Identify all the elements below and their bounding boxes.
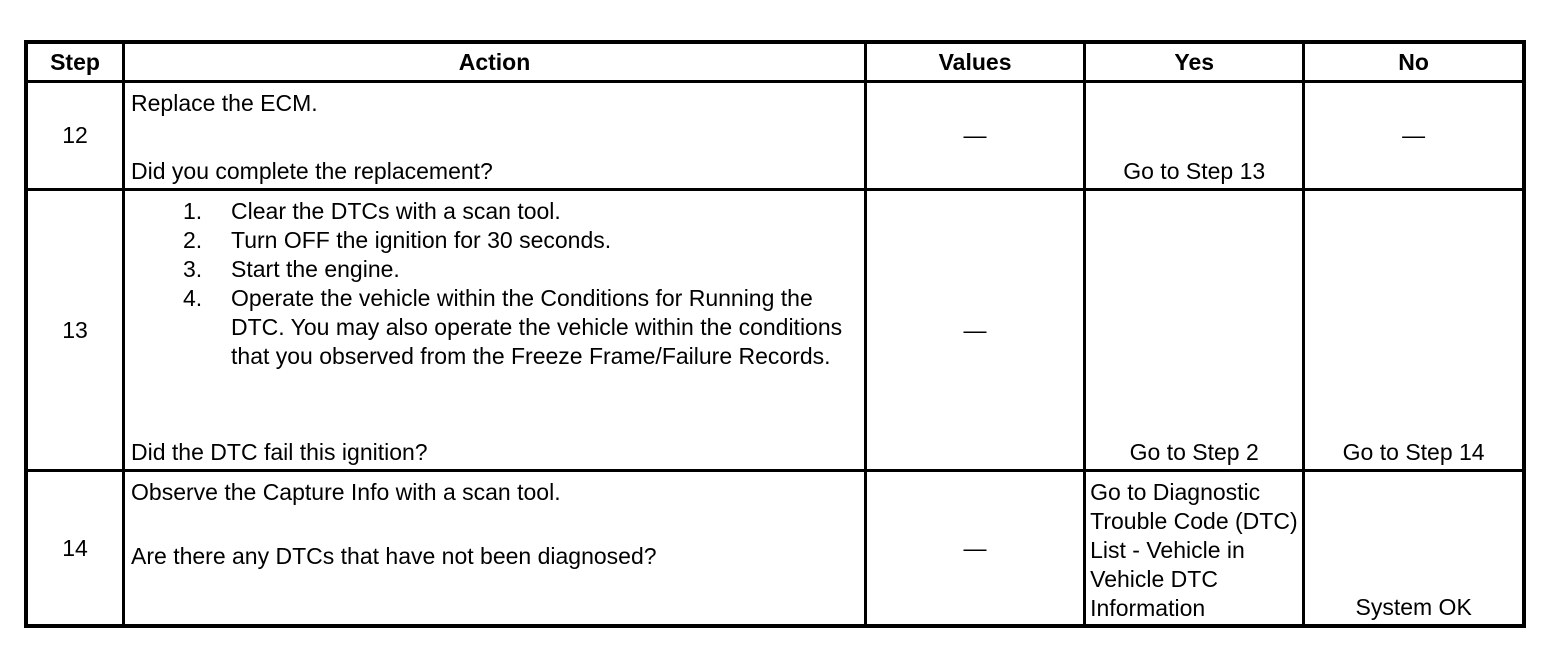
list-item xyxy=(131,255,851,284)
list-item xyxy=(131,197,851,226)
no-result: System OK xyxy=(1355,594,1472,620)
list-item xyxy=(131,226,851,255)
table-row-step-14 xyxy=(26,471,1524,627)
yes-cell xyxy=(1085,471,1304,627)
values-cell: — xyxy=(865,190,1084,471)
no-cell: — xyxy=(1304,82,1524,190)
action-cell xyxy=(124,82,866,190)
values-cell: — xyxy=(865,471,1084,627)
list-item-number: 4. xyxy=(183,285,203,311)
list-item xyxy=(131,284,851,371)
action-question: Did the DTC fail this ignition? xyxy=(131,439,428,465)
action-instruction: Observe the Capture Info with a scan tool. xyxy=(131,479,561,505)
step-number: 14 xyxy=(26,471,124,627)
list-item-text: Clear the DTCs with a scan tool. xyxy=(231,198,561,224)
action-question: Are there any DTCs that have not been diagnosed? xyxy=(131,543,657,569)
diagnostic-table xyxy=(24,40,1526,628)
list-item-text: Start the engine. xyxy=(231,256,400,282)
table-row-step-12 xyxy=(26,82,1524,190)
header-yes: Yes xyxy=(1085,42,1304,82)
action-question: Did you complete the replacement? xyxy=(131,158,493,184)
action-cell xyxy=(124,471,866,627)
list-item-number: 3. xyxy=(183,256,203,282)
header-action: Action xyxy=(124,42,866,82)
step-number: 13 xyxy=(26,190,124,471)
no-cell xyxy=(1304,190,1524,471)
no-link[interactable]: Go to Step 14 xyxy=(1342,439,1485,465)
action-cell xyxy=(124,190,866,471)
list-item-text: Turn OFF the ignition for 30 seconds. xyxy=(231,227,612,253)
header-no: No xyxy=(1304,42,1524,82)
values-cell: — xyxy=(865,82,1084,190)
action-instruction: Replace the ECM. xyxy=(131,90,318,116)
yes-cell xyxy=(1085,82,1304,190)
yes-link[interactable]: Go to Step 13 xyxy=(1123,158,1266,184)
no-cell xyxy=(1304,471,1524,627)
table-header-row xyxy=(26,42,1524,82)
yes-cell xyxy=(1085,190,1304,471)
list-item-number: 1. xyxy=(183,198,203,224)
header-step: Step xyxy=(26,42,124,82)
list-item-number: 2. xyxy=(183,227,203,253)
procedure-list xyxy=(131,197,851,371)
yes-link[interactable]: Go to Diagnostic Trouble Code (DTC) List - Vehicle in Vehicle DTC Information xyxy=(1090,479,1298,621)
list-item-text: Operate the vehicle within the Conditions for Running the DTC. You may also operate the vehicle within the conditions that you observed from the Freeze Frame/Failure Records. xyxy=(231,285,843,369)
table-row-step-13 xyxy=(26,190,1524,471)
yes-link[interactable]: Go to Step 2 xyxy=(1129,439,1259,465)
header-values: Values xyxy=(865,42,1084,82)
step-number: 12 xyxy=(26,82,124,190)
